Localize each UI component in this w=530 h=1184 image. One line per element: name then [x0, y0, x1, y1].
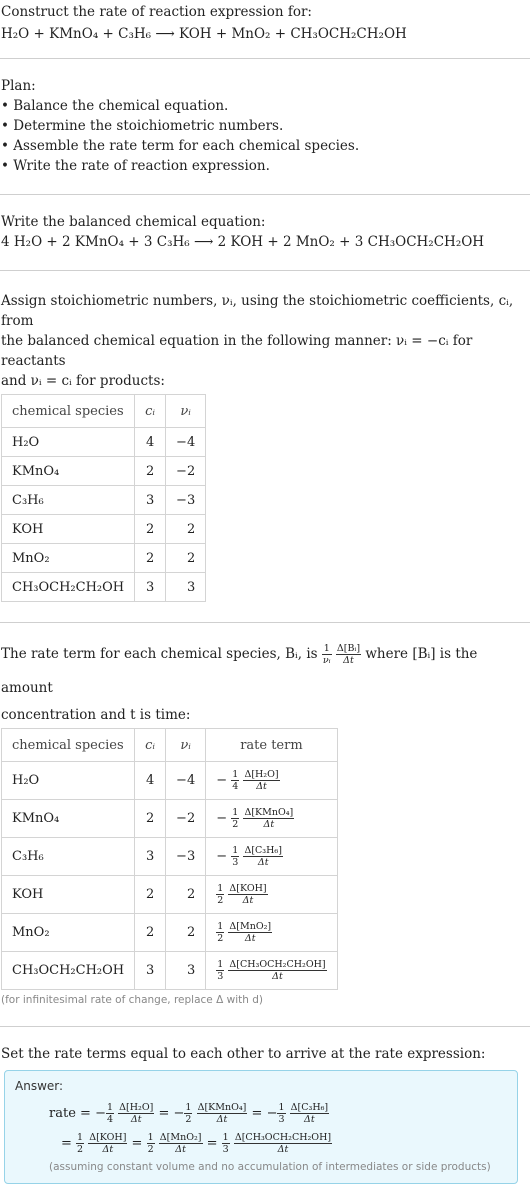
plan-section — [0, 59, 530, 176]
rate-expression-line-1: rate = − $\frac{1}{4}$ $\frac{\text{Δ[H₂O]}}{\Delta t}$ = − $\frac{1}{2}$ $\frac{\text{Δ[KMnO₄]}}{\Delta t}$ = − $\frac{1}{3}$ $\frac{\text{Δ[C₃H₆]}}{\Delta t}$ — [49, 1102, 329, 1125]
balanced-equation: 4 H₂O + 2 KMnO₄ + 3 C₃H₆ ⟶ 2 KOH + 2 MnO₂ + 3 CH₃OCH₂CH₂OH — [1, 234, 485, 250]
fraction: $\frac{\text{Δ[KMnO₄]}}{\Delta t}$ — [244, 807, 294, 830]
fraction: $\frac{\text{Δ[CH₃OCH₂CH₂OH]}}{\Delta t}$ — [234, 1132, 332, 1155]
fraction: $\frac{1}{2}$ — [217, 921, 224, 944]
rateterm-section — [0, 623, 530, 1006]
fraction: $\frac{\text{Δ[KMnO₄]}}{\Delta t}$ — [197, 1102, 247, 1125]
fraction: $\frac{1}{3}$ — [217, 959, 224, 982]
stoich-cell: −3 — [166, 486, 206, 515]
answer-box — [4, 1070, 518, 1184]
stoich-cell: 2 — [166, 914, 206, 952]
table-row — [2, 457, 206, 486]
stoich-text: and νᵢ = cᵢ for products: — [1, 373, 165, 389]
col-header: chemical species — [2, 395, 135, 428]
final-text: Set the rate terms equal to each other to arrive at the rate expression: — [1, 1046, 486, 1062]
rate-term-cell: − $\frac{1}{4}$ $\frac{\text{Δ[H₂O]}}{\Delta t}$ — [206, 762, 337, 800]
species-cell: KOH — [2, 876, 135, 914]
table-row — [2, 573, 206, 602]
fraction: $\frac{1}{3}$ — [278, 1102, 285, 1125]
assumption-note: (assuming constant volume and no accumulation of intermediates or side products) — [49, 1161, 491, 1173]
coef-cell: 2 — [135, 800, 166, 838]
species-cell: KMnO₄ — [2, 457, 135, 486]
balanced-title: Write the balanced chemical equation: — [1, 214, 266, 230]
fraction: $\frac{\text{Δ[KOH]}}{\Delta t}$ — [229, 883, 267, 906]
answer-label: Answer: — [15, 1079, 64, 1093]
fraction: $\frac{1}{2}$ — [232, 807, 239, 830]
reaction-text: H₂O + KMnO₄ + C₃H₆ ⟶ KOH + MnO₂ + CH₃OCH₂CH₂OH — [1, 26, 407, 42]
stoich-cell: 2 — [166, 515, 206, 544]
stoich-section — [0, 271, 530, 602]
species-cell: CH₃OCH₂CH₂OH — [2, 952, 135, 990]
coef-cell: 3 — [135, 952, 166, 990]
coef-cell: 3 — [135, 838, 166, 876]
stoich-cell: −2 — [166, 800, 206, 838]
rate-term-cell: − $\frac{1}{2}$ $\frac{\text{Δ[KMnO₄]}}{\Delta t}$ — [206, 800, 337, 838]
fraction: $\frac{1}{2}$ — [77, 1132, 84, 1155]
fraction: $\frac{1}{2}$ — [147, 1132, 154, 1155]
header-section — [0, 0, 530, 44]
coef-cell: 3 — [135, 486, 166, 515]
fraction: $\frac{1}{3}$ — [222, 1132, 229, 1155]
species-cell: MnO₂ — [2, 544, 135, 573]
final-section — [0, 1027, 530, 1064]
table-row — [2, 762, 338, 800]
stoich-text: the balanced chemical equation in the following manner: νᵢ = −cᵢ for reactants — [1, 333, 473, 369]
rateterm-text-b: where [Bᵢ] is the amount — [1, 646, 478, 696]
plan-title: Plan: — [1, 78, 36, 94]
fraction: $\frac{\text{Δ[Bᵢ]}}{\Delta t}$ — [336, 643, 361, 666]
table-header-row — [2, 395, 206, 428]
stoich-table — [1, 394, 206, 602]
infinitesimal-note: (for infinitesimal rate of change, replace Δ with d) — [1, 994, 263, 1006]
species-cell: C₃H₆ — [2, 486, 135, 515]
fraction: $\frac{\text{Δ[MnO₂]}}{\Delta t}$ — [159, 1132, 202, 1155]
plan-step: • Determine the stoichiometric numbers. — [1, 118, 284, 134]
table-row — [2, 428, 206, 457]
table-row — [2, 515, 206, 544]
fraction: $\frac{\text{Δ[H₂O]}}{\Delta t}$ — [244, 769, 279, 792]
fraction: $\frac{1}{3}$ — [232, 845, 239, 868]
plan-step: • Assemble the rate term for each chemical species. — [1, 138, 360, 154]
fraction: $\frac{\text{Δ[KOH]}}{\Delta t}$ — [89, 1132, 127, 1155]
prompt-text: Construct the rate of reaction expression for: — [1, 4, 312, 20]
stoich-cell: −4 — [166, 762, 206, 800]
col-header: cᵢ — [135, 729, 166, 762]
species-cell: MnO₂ — [2, 914, 135, 952]
stoich-cell: 3 — [166, 952, 206, 990]
plan-step: • Balance the chemical equation. — [1, 98, 229, 114]
species-cell: KMnO₄ — [2, 800, 135, 838]
stoich-cell: −2 — [166, 457, 206, 486]
coef-cell: 4 — [135, 762, 166, 800]
table-header-row — [2, 729, 338, 762]
plan-step: • Write the rate of reaction expression. — [1, 158, 270, 174]
coef-cell: 2 — [135, 876, 166, 914]
table-row — [2, 838, 338, 876]
col-header: cᵢ — [135, 395, 166, 428]
coef-cell: 4 — [135, 428, 166, 457]
stoich-cell: −3 — [166, 838, 206, 876]
species-cell: H₂O — [2, 428, 135, 457]
table-row — [2, 544, 206, 573]
table-row — [2, 914, 338, 952]
fraction: $\frac{\text{Δ[C₃H₆]}}{\Delta t}$ — [244, 845, 282, 868]
stoich-cell: 2 — [166, 544, 206, 573]
fraction: $\frac{\text{Δ[MnO₂]}}{\Delta t}$ — [229, 921, 272, 944]
rate-label: rate — [49, 1106, 76, 1121]
rateterm-table — [1, 728, 338, 990]
rate-term-cell — [206, 952, 337, 990]
stoich-text: Assign stoichiometric numbers, νᵢ, using the stoichiometric coefficients, cᵢ, from — [1, 293, 514, 329]
table-row — [2, 952, 338, 990]
fraction: $\frac{1}{4}$ — [106, 1102, 114, 1125]
rate-term-cell: − $\frac{1}{3}$ $\frac{\text{Δ[C₃H₆]}}{\Delta t}$ — [206, 838, 337, 876]
species-cell: KOH — [2, 515, 135, 544]
rate-expression-line-2: = $\frac{1}{2}$ $\frac{\text{Δ[KOH]}}{\Delta t}$ = $\frac{1}{2}$ $\frac{\text{Δ[MnO₂]}}{\Delta t}$ = $\frac{1}{3}$ $\frac{\text{Δ[CH₃OCH₂CH₂OH]}}{\Delta t}$ — [61, 1132, 332, 1155]
fraction: $\frac{1}{4}$ — [232, 769, 239, 792]
col-header: νᵢ — [166, 729, 206, 762]
species-cell: H₂O — [2, 762, 135, 800]
col-header: chemical species — [2, 729, 135, 762]
fraction: $\frac{\text{Δ[H₂O]}}{\Delta t}$ — [119, 1102, 154, 1125]
coef-cell: 2 — [135, 544, 166, 573]
table-row — [2, 486, 206, 515]
coef-cell: 2 — [135, 914, 166, 952]
stoich-cell: 2 — [166, 876, 206, 914]
col-header: rate term — [206, 729, 337, 762]
coef-cell: 3 — [135, 573, 166, 602]
rate-term-cell — [206, 914, 337, 952]
stoich-cell: −4 — [166, 428, 206, 457]
fraction: $\frac{1}{\text{νᵢ}}$ — [322, 643, 331, 666]
fraction: $\frac{1}{2}$ — [217, 883, 224, 906]
rateterm-text: concentration and t is time: — [1, 707, 191, 723]
table-row — [2, 876, 338, 914]
balanced-section — [0, 195, 530, 252]
coef-cell: 2 — [135, 457, 166, 486]
fraction: $\frac{1}{2}$ — [185, 1102, 192, 1125]
table-row — [2, 800, 338, 838]
rateterm-text-a: The rate term for each chemical species, Bᵢ, is — [1, 646, 318, 662]
species-cell: CH₃OCH₂CH₂OH — [2, 573, 135, 602]
col-header: νᵢ — [166, 395, 206, 428]
rate-term-cell — [206, 876, 337, 914]
fraction: $\frac{\text{Δ[CH₃OCH₂CH₂OH]}}{\Delta t}$ — [229, 959, 326, 982]
species-cell: C₃H₆ — [2, 838, 135, 876]
rateterm-text — [1, 637, 530, 705]
fraction: $\frac{\text{Δ[C₃H₆]}}{\Delta t}$ — [290, 1102, 329, 1125]
coef-cell: 2 — [135, 515, 166, 544]
stoich-cell: 3 — [166, 573, 206, 602]
